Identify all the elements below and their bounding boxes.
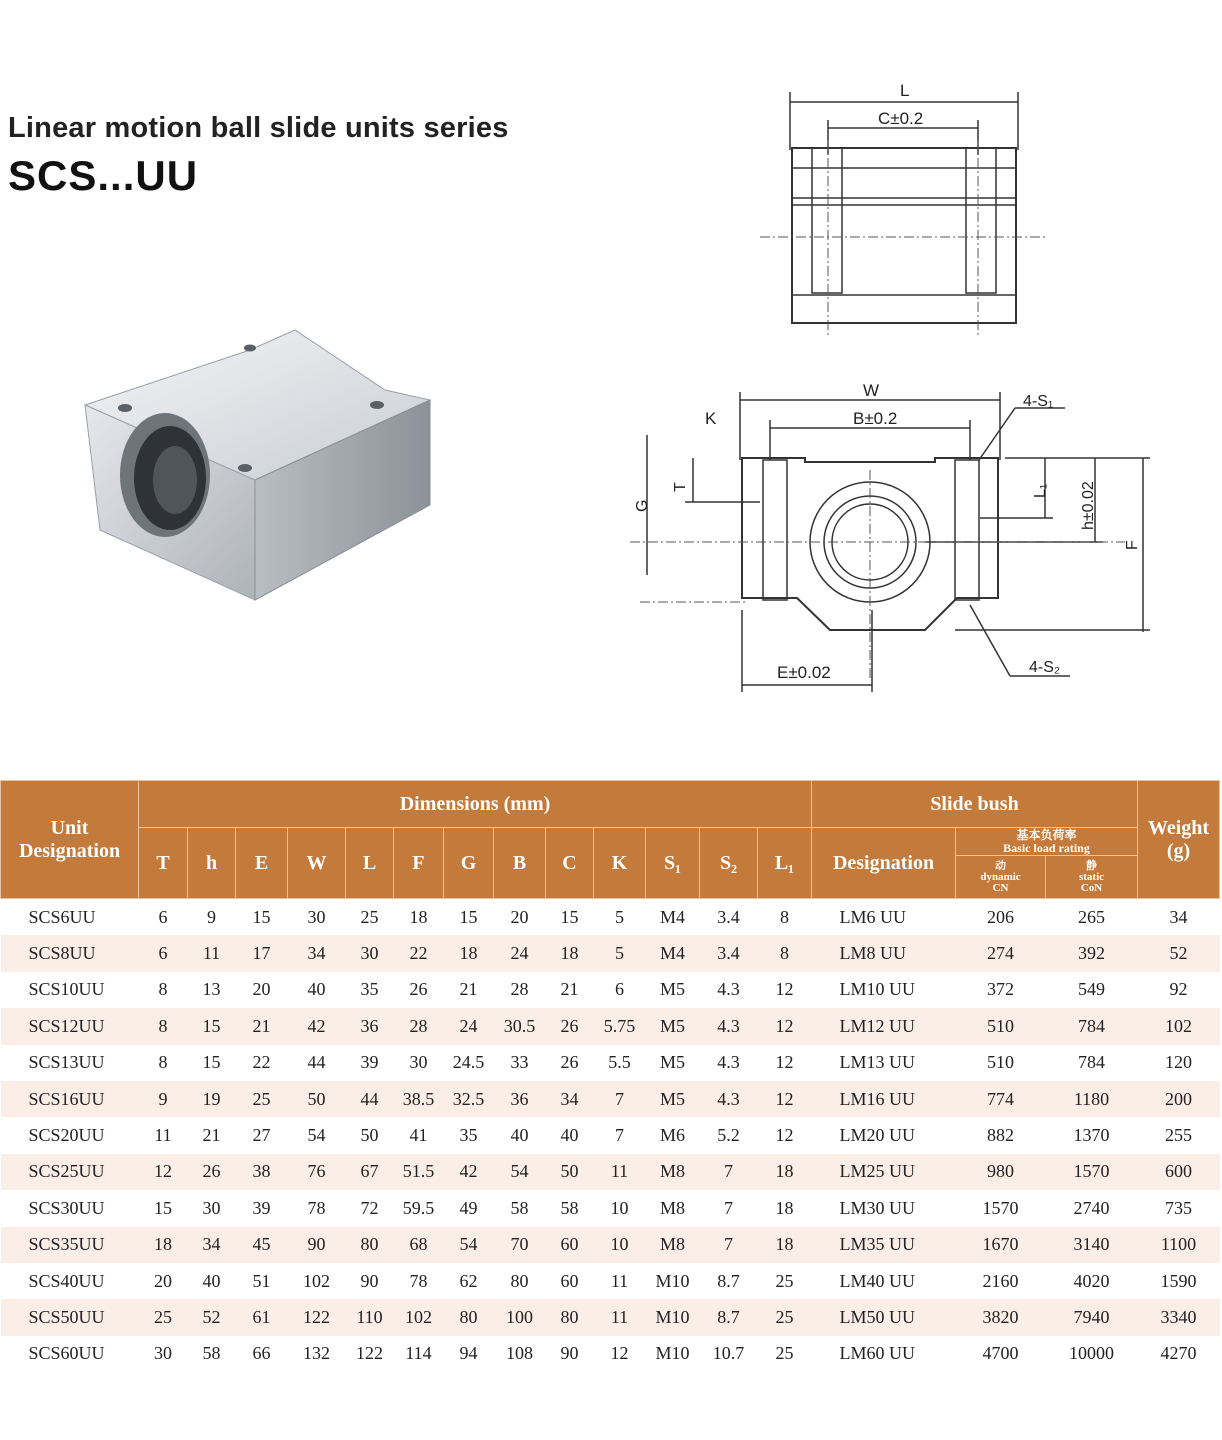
table-cell: 13 bbox=[188, 972, 236, 1008]
table-cell: 12 bbox=[139, 1154, 188, 1190]
table-cell: M5 bbox=[646, 1045, 700, 1081]
header-col-L: L bbox=[346, 828, 394, 899]
table-cell: 12 bbox=[758, 1008, 812, 1044]
table-cell: 78 bbox=[288, 1190, 346, 1226]
linear-slide-unit-photo bbox=[40, 290, 460, 650]
table-cell: 5.2 bbox=[700, 1117, 758, 1153]
table-cell: 80 bbox=[546, 1299, 594, 1335]
header-static bbox=[1046, 856, 1138, 899]
header-dynamic bbox=[956, 856, 1046, 899]
table-cell: 20 bbox=[236, 972, 288, 1008]
table-cell: 18 bbox=[758, 1190, 812, 1226]
table-cell: 114 bbox=[394, 1336, 444, 1372]
table-cell: 10 bbox=[594, 1227, 646, 1263]
bush-designation-cell: LM13 UU bbox=[812, 1045, 956, 1081]
header-designation: Designation bbox=[812, 828, 956, 899]
table-cell: 54 bbox=[494, 1154, 546, 1190]
table-cell: 51.5 bbox=[394, 1154, 444, 1190]
table-cell: 2160 bbox=[956, 1263, 1046, 1299]
table-cell: 19 bbox=[188, 1081, 236, 1117]
dim-L1: L₁ bbox=[1032, 483, 1049, 498]
unit-designation-cell: SCS40UU bbox=[1, 1263, 139, 1299]
header-static-en: static bbox=[1078, 870, 1105, 883]
table-cell: 26 bbox=[546, 1045, 594, 1081]
table-cell: 784 bbox=[1046, 1008, 1138, 1044]
table-cell: 1670 bbox=[956, 1227, 1046, 1263]
table-cell: 255 bbox=[1138, 1117, 1220, 1153]
header-dynamic-unit: CN bbox=[992, 881, 1009, 894]
table-cell: 52 bbox=[1138, 935, 1220, 971]
header-col-h: h bbox=[188, 828, 236, 899]
table-cell: 510 bbox=[956, 1008, 1046, 1044]
table-cell: 44 bbox=[288, 1045, 346, 1081]
header-dynamic-en: dynamic bbox=[980, 870, 1021, 883]
dim-C: C±0.2 bbox=[878, 109, 924, 128]
table-cell: 52 bbox=[188, 1299, 236, 1335]
table-cell: 265 bbox=[1046, 899, 1138, 936]
table-cell: 4.3 bbox=[700, 1045, 758, 1081]
table-cell: 94 bbox=[444, 1336, 494, 1372]
table-cell: 4.3 bbox=[700, 1081, 758, 1117]
dim-h: h±0.02 bbox=[1080, 481, 1097, 530]
table-cell: 76 bbox=[288, 1154, 346, 1190]
table-cell: 17 bbox=[236, 935, 288, 971]
table-cell: 10.7 bbox=[700, 1336, 758, 1372]
header-slide-bush: Slide bush bbox=[812, 781, 1138, 828]
table-cell: 92 bbox=[1138, 972, 1220, 1008]
table-cell: 7 bbox=[700, 1227, 758, 1263]
table-cell: 30 bbox=[346, 935, 394, 971]
table-cell: M4 bbox=[646, 935, 700, 971]
unit-designation-cell: SCS10UU bbox=[1, 972, 139, 1008]
table-cell: 5.75 bbox=[594, 1008, 646, 1044]
table-cell: M6 bbox=[646, 1117, 700, 1153]
table-cell: 38 bbox=[236, 1154, 288, 1190]
table-cell: M10 bbox=[646, 1336, 700, 1372]
table-cell: M8 bbox=[646, 1190, 700, 1226]
table-cell: 36 bbox=[494, 1081, 546, 1117]
dim-S2: 4-S₂ bbox=[1029, 659, 1061, 676]
table-cell: 51 bbox=[236, 1263, 288, 1299]
table-cell: 122 bbox=[346, 1336, 394, 1372]
unit-designation-cell: SCS12UU bbox=[1, 1008, 139, 1044]
table-cell: 72 bbox=[346, 1190, 394, 1226]
table-cell: M4 bbox=[646, 899, 700, 936]
dim-G: G bbox=[634, 499, 651, 512]
table-cell: 18 bbox=[444, 935, 494, 971]
table-cell: 10 bbox=[594, 1190, 646, 1226]
table-cell: 36 bbox=[346, 1008, 394, 1044]
table-cell: 30 bbox=[288, 899, 346, 936]
header-col-C: C bbox=[546, 828, 594, 899]
table-cell: 12 bbox=[594, 1336, 646, 1372]
unit-designation-cell: SCS13UU bbox=[1, 1045, 139, 1081]
unit-designation-cell: SCS8UU bbox=[1, 935, 139, 971]
table-cell: 3340 bbox=[1138, 1299, 1220, 1335]
unit-designation-cell: SCS20UU bbox=[1, 1117, 139, 1153]
table-cell: 40 bbox=[494, 1117, 546, 1153]
table-cell: 34 bbox=[1138, 899, 1220, 936]
unit-designation-cell: SCS16UU bbox=[1, 1081, 139, 1117]
top-view-drawing-icon bbox=[750, 80, 1050, 340]
table-cell: 7940 bbox=[1046, 1299, 1138, 1335]
series-title: SCS...UU bbox=[8, 152, 199, 199]
table-cell: 18 bbox=[139, 1227, 188, 1263]
table-cell: 60 bbox=[546, 1263, 594, 1299]
table-cell: 90 bbox=[546, 1336, 594, 1372]
dim-B: B±0.2 bbox=[853, 409, 898, 428]
table-cell: 21 bbox=[444, 972, 494, 1008]
table-cell: 102 bbox=[394, 1299, 444, 1335]
table-cell: 980 bbox=[956, 1154, 1046, 1190]
table-cell: 7 bbox=[700, 1190, 758, 1226]
table-cell: 58 bbox=[188, 1336, 236, 1372]
table-cell: 8 bbox=[139, 972, 188, 1008]
table-cell: 34 bbox=[288, 935, 346, 971]
table-cell: 882 bbox=[956, 1117, 1046, 1153]
table-row bbox=[1, 935, 1220, 971]
header-basic-load bbox=[956, 828, 1138, 856]
table-cell: 122 bbox=[288, 1299, 346, 1335]
table-cell: 7 bbox=[594, 1117, 646, 1153]
spec-table bbox=[0, 780, 1222, 1372]
table-cell: 34 bbox=[188, 1227, 236, 1263]
table-cell: 2740 bbox=[1046, 1190, 1138, 1226]
table-cell: 108 bbox=[494, 1336, 546, 1372]
unit-designation-cell: SCS60UU bbox=[1, 1336, 139, 1372]
table-cell: 49 bbox=[444, 1190, 494, 1226]
dim-K: K bbox=[705, 409, 717, 428]
table-cell: 18 bbox=[758, 1227, 812, 1263]
table-cell: 42 bbox=[444, 1154, 494, 1190]
table-cell: 61 bbox=[236, 1299, 288, 1335]
table-cell: 9 bbox=[188, 899, 236, 936]
unit-designation-cell: SCS30UU bbox=[1, 1190, 139, 1226]
table-cell: 80 bbox=[346, 1227, 394, 1263]
table-cell: 62 bbox=[444, 1263, 494, 1299]
table-cell: 4700 bbox=[956, 1336, 1046, 1372]
header-col-S2: S₂ bbox=[700, 828, 758, 899]
table-cell: 392 bbox=[1046, 935, 1138, 971]
dim-F: F bbox=[1124, 540, 1141, 550]
table-row bbox=[1, 1117, 1220, 1153]
table-cell: 25 bbox=[236, 1081, 288, 1117]
table-row bbox=[1, 972, 1220, 1008]
table-row bbox=[1, 1190, 1220, 1226]
table-cell: 4.3 bbox=[700, 1008, 758, 1044]
table-row bbox=[1, 1299, 1220, 1335]
table-cell: 30 bbox=[188, 1190, 236, 1226]
table-row bbox=[1, 1336, 1220, 1372]
table-cell: 8.7 bbox=[700, 1299, 758, 1335]
table-cell: 50 bbox=[288, 1081, 346, 1117]
table-cell: M5 bbox=[646, 1008, 700, 1044]
table-cell: 12 bbox=[758, 1117, 812, 1153]
table-cell: 39 bbox=[236, 1190, 288, 1226]
table-cell: 34 bbox=[546, 1081, 594, 1117]
header-basic-load-en: Basic load rating bbox=[1003, 840, 1090, 855]
header-col-W: W bbox=[288, 828, 346, 899]
table-cell: 45 bbox=[236, 1227, 288, 1263]
table-cell: 54 bbox=[444, 1227, 494, 1263]
bush-designation-cell: LM50 UU bbox=[812, 1299, 956, 1335]
table-cell: 11 bbox=[594, 1299, 646, 1335]
table-cell: 66 bbox=[236, 1336, 288, 1372]
bush-designation-cell: LM12 UU bbox=[812, 1008, 956, 1044]
table-cell: 11 bbox=[188, 935, 236, 971]
table-cell: 26 bbox=[546, 1008, 594, 1044]
table-cell: 1370 bbox=[1046, 1117, 1138, 1153]
header-col-S1: S₁ bbox=[646, 828, 700, 899]
table-cell: 25 bbox=[139, 1299, 188, 1335]
table-cell: 26 bbox=[394, 972, 444, 1008]
table-cell: 22 bbox=[394, 935, 444, 971]
table-cell: M5 bbox=[646, 972, 700, 1008]
bush-designation-cell: LM20 UU bbox=[812, 1117, 956, 1153]
table-cell: 21 bbox=[236, 1008, 288, 1044]
table-cell: 549 bbox=[1046, 972, 1138, 1008]
table-cell: 4270 bbox=[1138, 1336, 1220, 1372]
table-cell: 600 bbox=[1138, 1154, 1220, 1190]
dim-S1: 4-S₁ bbox=[1023, 393, 1054, 410]
table-cell: 7 bbox=[700, 1154, 758, 1190]
table-cell: 18 bbox=[546, 935, 594, 971]
table-cell: 8 bbox=[139, 1008, 188, 1044]
table-cell: 15 bbox=[188, 1045, 236, 1081]
table-cell: 70 bbox=[494, 1227, 546, 1263]
table-cell: M10 bbox=[646, 1299, 700, 1335]
header-weight: Weight (g) bbox=[1138, 781, 1220, 899]
table-cell: M5 bbox=[646, 1081, 700, 1117]
table-row bbox=[1, 1045, 1220, 1081]
table-cell: 21 bbox=[188, 1117, 236, 1153]
table-cell: 12 bbox=[758, 1045, 812, 1081]
dim-L: L bbox=[900, 81, 910, 100]
table-cell: 11 bbox=[139, 1117, 188, 1153]
table-cell: 58 bbox=[494, 1190, 546, 1226]
table-cell: 25 bbox=[758, 1336, 812, 1372]
dim-T: T bbox=[672, 482, 689, 492]
bush-designation-cell: LM35 UU bbox=[812, 1227, 956, 1263]
table-cell: 18 bbox=[758, 1154, 812, 1190]
table-cell: 1180 bbox=[1046, 1081, 1138, 1117]
table-cell: 30 bbox=[394, 1045, 444, 1081]
table-cell: 25 bbox=[346, 899, 394, 936]
table-cell: 38.5 bbox=[394, 1081, 444, 1117]
table-cell: 40 bbox=[288, 972, 346, 1008]
table-cell: 59.5 bbox=[394, 1190, 444, 1226]
table-cell: M8 bbox=[646, 1227, 700, 1263]
table-cell: 18 bbox=[394, 899, 444, 936]
table-cell: 784 bbox=[1046, 1045, 1138, 1081]
unit-designation-cell: SCS50UU bbox=[1, 1299, 139, 1335]
table-cell: 42 bbox=[288, 1008, 346, 1044]
table-cell: 735 bbox=[1138, 1190, 1220, 1226]
table-cell: 774 bbox=[956, 1081, 1046, 1117]
table-cell: 6 bbox=[139, 899, 188, 936]
table-cell: 4020 bbox=[1046, 1263, 1138, 1299]
table-cell: 100 bbox=[494, 1299, 546, 1335]
table-cell: 12 bbox=[758, 972, 812, 1008]
header-static-unit: CoN bbox=[1080, 881, 1103, 894]
table-cell: 8 bbox=[758, 899, 812, 936]
header-col-T: T bbox=[139, 828, 188, 899]
table-cell: 20 bbox=[494, 899, 546, 936]
table-cell: 15 bbox=[546, 899, 594, 936]
dim-W: W bbox=[863, 381, 880, 400]
spec-table-body bbox=[1, 899, 1220, 1373]
bush-designation-cell: LM8 UU bbox=[812, 935, 956, 971]
table-cell: 102 bbox=[288, 1263, 346, 1299]
table-cell: 28 bbox=[394, 1008, 444, 1044]
table-cell: 1100 bbox=[1138, 1227, 1220, 1263]
table-cell: 1570 bbox=[956, 1190, 1046, 1226]
table-cell: 20 bbox=[139, 1263, 188, 1299]
table-cell: M10 bbox=[646, 1263, 700, 1299]
table-cell: 24 bbox=[494, 935, 546, 971]
table-row bbox=[1, 1008, 1220, 1044]
front-view-drawing-icon bbox=[625, 380, 1141, 700]
table-cell: 110 bbox=[346, 1299, 394, 1335]
table-cell: 68 bbox=[394, 1227, 444, 1263]
table-cell: 15 bbox=[444, 899, 494, 936]
unit-designation-cell: SCS35UU bbox=[1, 1227, 139, 1263]
table-cell: 9 bbox=[139, 1081, 188, 1117]
table-cell: 5 bbox=[594, 899, 646, 936]
table-cell: 15 bbox=[188, 1008, 236, 1044]
table-cell: 25 bbox=[758, 1263, 812, 1299]
header-col-L1: L₁ bbox=[758, 828, 812, 899]
table-cell: 60 bbox=[546, 1227, 594, 1263]
table-cell: 15 bbox=[236, 899, 288, 936]
table-cell: 15 bbox=[139, 1190, 188, 1226]
table-cell: 27 bbox=[236, 1117, 288, 1153]
table-cell: 3.4 bbox=[700, 899, 758, 936]
table-cell: 11 bbox=[594, 1154, 646, 1190]
table-cell: 3.4 bbox=[700, 935, 758, 971]
table-cell: 5.5 bbox=[594, 1045, 646, 1081]
table-cell: 200 bbox=[1138, 1081, 1220, 1117]
table-row bbox=[1, 1081, 1220, 1117]
table-cell: 274 bbox=[956, 935, 1046, 971]
table-cell: 25 bbox=[758, 1299, 812, 1335]
table-cell: 3820 bbox=[956, 1299, 1046, 1335]
table-cell: 5 bbox=[594, 935, 646, 971]
bush-designation-cell: LM16 UU bbox=[812, 1081, 956, 1117]
table-cell: 11 bbox=[594, 1263, 646, 1299]
header-dimensions: Dimensions (mm) bbox=[139, 781, 812, 828]
table-cell: 21 bbox=[546, 972, 594, 1008]
table-cell: 26 bbox=[188, 1154, 236, 1190]
bush-designation-cell: LM25 UU bbox=[812, 1154, 956, 1190]
header-col-E: E bbox=[236, 828, 288, 899]
table-cell: 40 bbox=[188, 1263, 236, 1299]
table-cell: 44 bbox=[346, 1081, 394, 1117]
bush-designation-cell: LM40 UU bbox=[812, 1263, 956, 1299]
table-cell: 58 bbox=[546, 1190, 594, 1226]
table-row bbox=[1, 1263, 1220, 1299]
table-cell: 24.5 bbox=[444, 1045, 494, 1081]
table-cell: 30 bbox=[139, 1336, 188, 1372]
table-cell: 50 bbox=[546, 1154, 594, 1190]
table-cell: 3140 bbox=[1046, 1227, 1138, 1263]
table-cell: 50 bbox=[346, 1117, 394, 1153]
table-cell: 54 bbox=[288, 1117, 346, 1153]
table-cell: 24 bbox=[444, 1008, 494, 1044]
table-row bbox=[1, 1154, 1220, 1190]
bush-designation-cell: LM30 UU bbox=[812, 1190, 956, 1226]
table-cell: 510 bbox=[956, 1045, 1046, 1081]
unit-designation-cell: SCS25UU bbox=[1, 1154, 139, 1190]
table-cell: M8 bbox=[646, 1154, 700, 1190]
table-cell: 67 bbox=[346, 1154, 394, 1190]
table-cell: 32.5 bbox=[444, 1081, 494, 1117]
table-cell: 6 bbox=[594, 972, 646, 1008]
table-cell: 40 bbox=[546, 1117, 594, 1153]
table-cell: 206 bbox=[956, 899, 1046, 936]
table-cell: 90 bbox=[346, 1263, 394, 1299]
bush-designation-cell: LM6 UU bbox=[812, 899, 956, 936]
table-cell: 80 bbox=[444, 1299, 494, 1335]
table-cell: 80 bbox=[494, 1263, 546, 1299]
header-col-G: G bbox=[444, 828, 494, 899]
table-cell: 33 bbox=[494, 1045, 546, 1081]
table-cell: 28 bbox=[494, 972, 546, 1008]
header-basic-load-cn: 基本负荷率 bbox=[1016, 827, 1077, 842]
header-unit-designation: Unit Designation bbox=[1, 781, 139, 899]
bush-designation-cell: LM60 UU bbox=[812, 1336, 956, 1372]
table-cell: 35 bbox=[346, 972, 394, 1008]
table-cell: 39 bbox=[346, 1045, 394, 1081]
table-cell: 12 bbox=[758, 1081, 812, 1117]
table-cell: 1570 bbox=[1046, 1154, 1138, 1190]
table-cell: 6 bbox=[139, 935, 188, 971]
table-cell: 22 bbox=[236, 1045, 288, 1081]
table-cell: 132 bbox=[288, 1336, 346, 1372]
dim-E: E±0.02 bbox=[777, 663, 831, 682]
header-col-B: B bbox=[494, 828, 546, 899]
table-cell: 1590 bbox=[1138, 1263, 1220, 1299]
header-dynamic-cn: 动 bbox=[995, 859, 1007, 872]
table-cell: 7 bbox=[594, 1081, 646, 1117]
header-static-cn: 静 bbox=[1086, 859, 1098, 872]
table-row bbox=[1, 1227, 1220, 1263]
header-col-K: K bbox=[594, 828, 646, 899]
table-cell: 120 bbox=[1138, 1045, 1220, 1081]
table-cell: 35 bbox=[444, 1117, 494, 1153]
table-cell: 78 bbox=[394, 1263, 444, 1299]
table-cell: 8 bbox=[758, 935, 812, 971]
table-cell: 8.7 bbox=[700, 1263, 758, 1299]
table-cell: 372 bbox=[956, 972, 1046, 1008]
table-cell: 4.3 bbox=[700, 972, 758, 1008]
table-cell: 8 bbox=[139, 1045, 188, 1081]
table-cell: 102 bbox=[1138, 1008, 1220, 1044]
bush-designation-cell: LM10 UU bbox=[812, 972, 956, 1008]
table-cell: 30.5 bbox=[494, 1008, 546, 1044]
table-cell: 10000 bbox=[1046, 1336, 1138, 1372]
unit-designation-cell: SCS6UU bbox=[1, 899, 139, 936]
header-col-F: F bbox=[394, 828, 444, 899]
table-cell: 41 bbox=[394, 1117, 444, 1153]
table-row bbox=[1, 899, 1220, 936]
table-cell: 90 bbox=[288, 1227, 346, 1263]
series-subtitle: Linear motion ball slide units series bbox=[8, 112, 509, 144]
